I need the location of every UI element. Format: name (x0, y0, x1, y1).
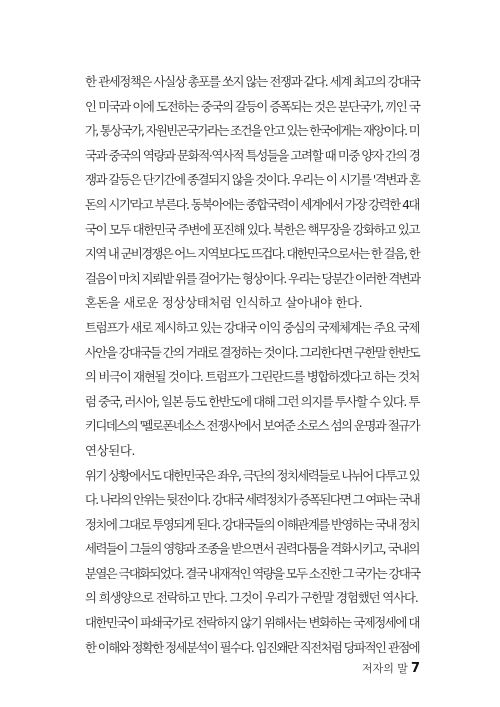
text-line: 다. 나라의 안위는 뒷전이다. 강대국 세력정치가 증폭된다면 그 여파는 국내 (85, 492, 419, 508)
text-line: 위기 상황에서도 대한민국은 좌우, 극단의 정치세력들로 나뉘어 다투고 있 (85, 467, 420, 483)
text-line: 의 비극이 재현될 것이다. 트럼프가 그린란드를 병합하겠다고 하는 것처 (85, 369, 419, 385)
text-line: 정치에 그대로 투영되게 된다. 강대국들의 이해관계를 반영하는 국내 정치 (85, 516, 420, 532)
text-line: 한 이해와 정확한 정세분석이 필수다. 임진왜란 직전처럼 당파적인 관점에 (85, 639, 420, 655)
text-line: 세력들이 그들의 영향과 조종을 받으면서 권력다툼을 격화시키고, 국내의 (85, 541, 419, 557)
footer-section-title: 저자의 말 (361, 662, 408, 675)
text-line: 가, 통상국가, 자원빈곤국가라는 조건을 안고 있는 한국에게는 재앙이다. 미 (85, 123, 419, 139)
paragraph (85, 316, 419, 464)
text-line: 의 희생양으로 전락하고 만다. 그것이 우리가 구한말 경험했던 역사다. (85, 590, 418, 606)
text-line: 분열은 극대화되었다. 결국 내재적인 역량을 모두 소진한 그 국가는 강대국 (85, 565, 420, 581)
text-line: 지역 내 군비경쟁은 어느 지역보다도 뜨겁다. 대한민국으로서는 한 걸음, 한 (85, 246, 419, 262)
text-line: 연상된다. (85, 442, 136, 458)
text-line: 대한민국이 파쇄국가로 전락하지 않기 위해서는 변화하는 국제정세에 대 (85, 615, 419, 631)
body-text (85, 70, 419, 660)
page-footer (362, 660, 420, 676)
text-line: 쟁과 갈등은 단기간에 종결되지 않을 것이다. 우리는 이 시기를 '격변과 혼 (85, 172, 420, 188)
text-line: 한 관세정책은 사실상 총포를 쏘지 않는 전쟁과 같다. 세계 최고의 강대국 (85, 74, 420, 89)
text-line: 사안을 강대국들 간의 거래로 결정하는 것이다. 그리한다면 구한말 한반도 (85, 344, 420, 360)
page-number: 7 (410, 661, 420, 676)
paragraph (85, 611, 419, 660)
text-line: 인 미국과 이에 도전하는 중국의 갈등이 증폭되는 것은 분단국가, 끼인 국 (85, 98, 420, 114)
text-line: 돈의 시기'라고 부른다. 동북아에는 종합국력이 세계에서 가장 강력한 4대 (85, 196, 419, 212)
text-line: 트럼프가 새로 제시하고 있는 강대국 이익 중심의 국제체계는 주요 국제 (85, 319, 419, 335)
text-line: 혼돈을 새로운 정상상태처럼 인식하고 살아내야 한다. (85, 295, 363, 311)
text-line: 걸음이 마치 지뢰밭 위를 걸어가는 형상이다. 우리는 당분간 이러한 격변과 (85, 270, 420, 286)
text-line: 국이 모두 대한민국 주변에 포진해 있다. 북한은 핵무장을 강화하고 있고 (85, 221, 419, 237)
text-line: 키디데스의 '펠로폰네소스 전쟁사'에서 보여준 소로스 섬의 운명과 절규가 (85, 418, 419, 434)
text-line: 럼 중국, 러시아, 일본 등도 한반도에 대해 그런 의지를 투사할 수 있다. 투 (85, 393, 420, 409)
paragraph (85, 70, 419, 316)
text-line: 국과 중국의 역량과 문화적·역사적 특성들을 고려할 때 미중 양자 간의 경 (85, 147, 420, 163)
paragraph (85, 464, 419, 612)
